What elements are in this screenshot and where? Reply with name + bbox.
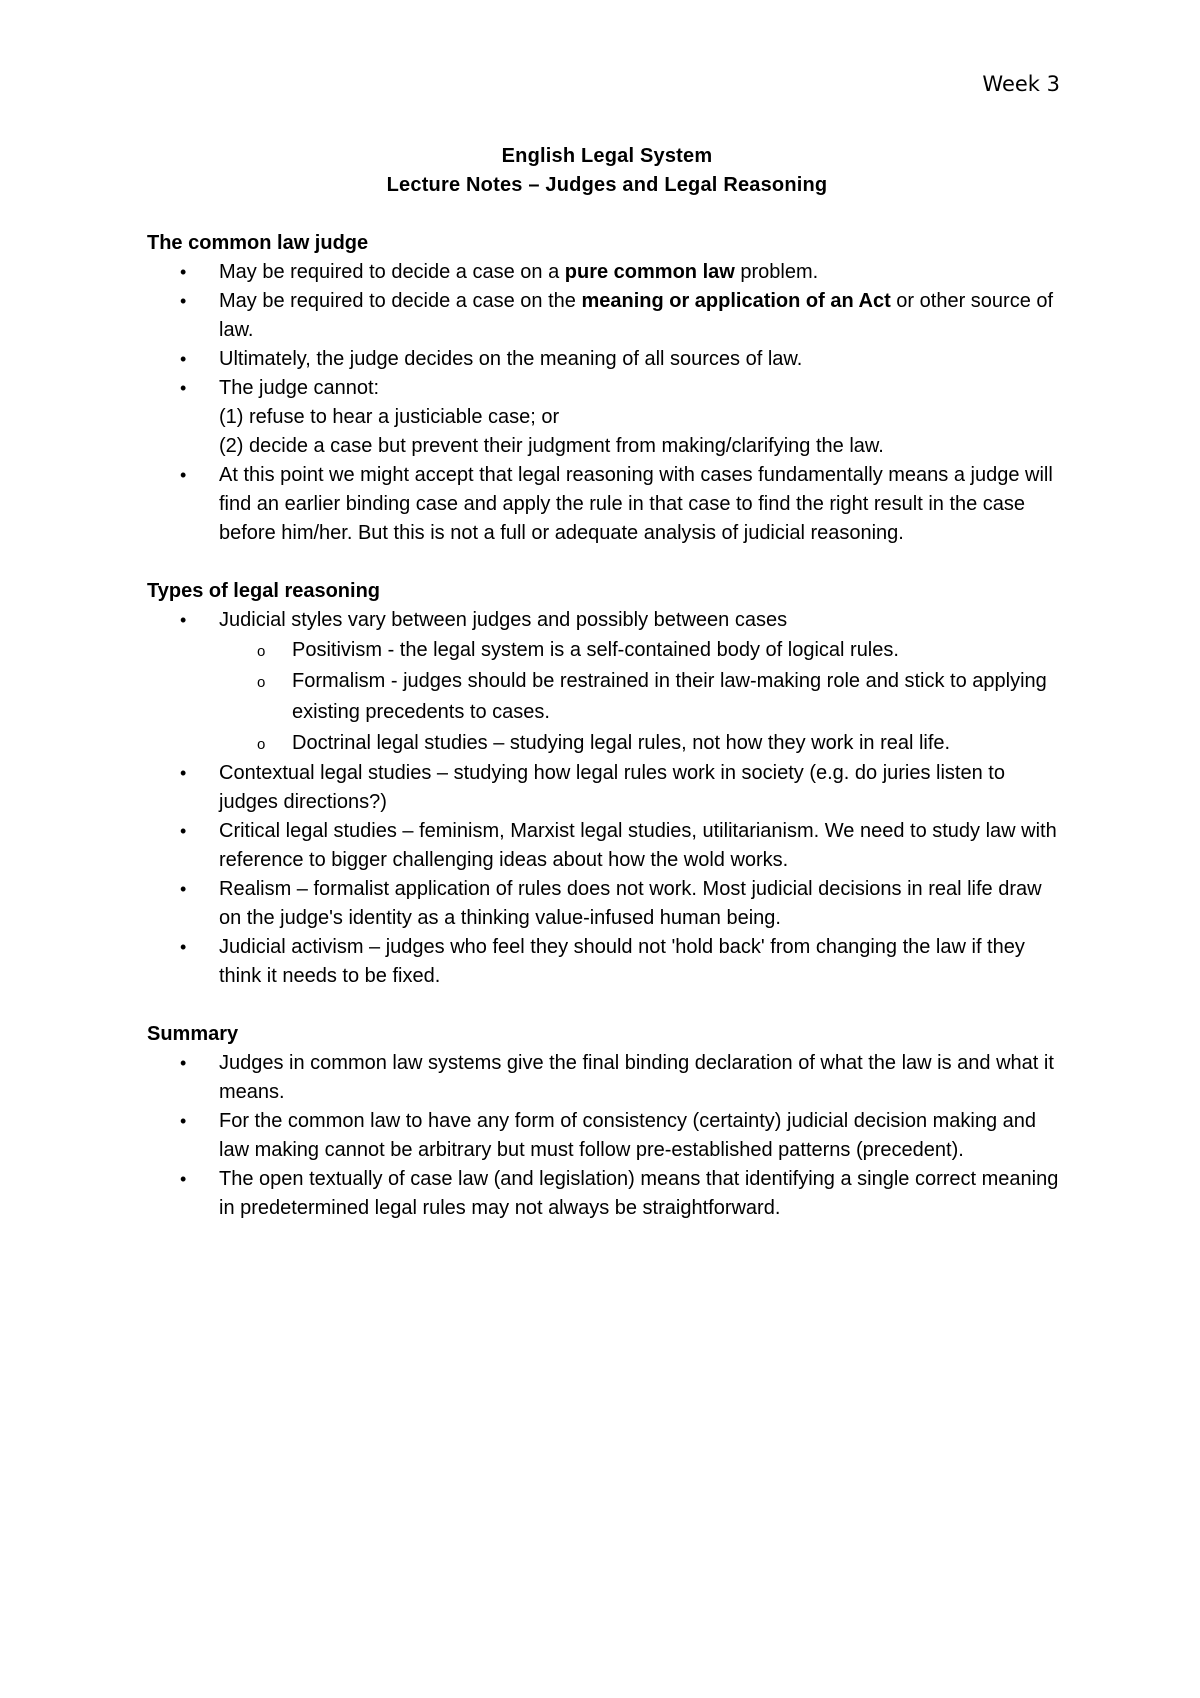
item-bold-text: pure common law — [564, 261, 735, 283]
document-title — [147, 142, 1067, 200]
list-item — [147, 287, 1067, 345]
item-text: (2) decide a case but prevent their judgment from making/clarifying the law. — [219, 435, 884, 457]
list-item — [147, 606, 1067, 759]
list-item — [147, 258, 1067, 287]
list-item — [147, 374, 1067, 461]
list-item: • Judges in common law systems give the final binding declaration of what the law is and what it means. — [147, 1049, 1067, 1107]
week-label: Week 3 — [982, 72, 1060, 96]
item-text: or other source of law. — [219, 290, 1054, 341]
title-line-1: English Legal System — [501, 145, 713, 167]
summary-list — [147, 1049, 1067, 1223]
item-text: May be required to decide a case on a — [219, 261, 565, 283]
sub-list-item: o Formalism - judges should be restrained in their law-making role and stick to applying existing precedents to cases. — [147, 666, 1067, 728]
list-item: • Critical legal studies – feminism, Marxist legal studies, utilitarianism. We need to study law with reference to bigger challenging ideas about how the wold works. — [147, 817, 1067, 875]
sub-list-item: o Positivism - the legal system is a self-contained body of logical rules. — [147, 635, 1067, 666]
item-text: Judicial styles vary between judges and possibly between cases — [219, 609, 788, 631]
item-text: problem. — [734, 261, 819, 283]
item-bold-text: meaning or application of an Act — [581, 290, 891, 312]
list-item: • Realism – formalist application of rules does not work. Most judicial decisions in real life draw on the judge's identity as a thinking value-infused human being. — [147, 875, 1067, 933]
section-heading-types: Types of legal reasoning — [147, 580, 381, 602]
document-body — [147, 142, 1067, 1223]
types-list — [147, 606, 1067, 991]
common-law-judge-list — [147, 258, 1067, 548]
list-item: • At this point we might accept that legal reasoning with cases fundamentally means a judge will find an earlier binding case and apply the rule in that case to find the right result in the case before him/her. But this is not a full or adequate analysis of judicial reasoning. — [147, 461, 1067, 548]
list-item: • Ultimately, the judge decides on the meaning of all sources of law. — [147, 345, 1067, 374]
item-text: • The judge cannot: — [219, 377, 380, 399]
section-heading-common-law-judge: The common law judge — [147, 232, 369, 254]
sub-list-item: o Doctrinal legal studies – studying legal rules, not how they work in real life. — [147, 728, 1067, 759]
item-text: May be required to decide a case on the — [219, 290, 582, 312]
list-item: • Contextual legal studies – studying how legal rules work in society (e.g. do juries listen to judges directions?) — [147, 759, 1067, 817]
section-heading-summary: Summary — [147, 1023, 239, 1045]
list-item: • For the common law to have any form of consistency (certainty) judicial decision making and law making cannot be arbitrary but must follow pre-established patterns (precedent). — [147, 1107, 1067, 1165]
sub-list — [219, 635, 1067, 759]
list-item: • Judicial activism – judges who feel they should not 'hold back' from changing the law if they think it needs to be fixed. — [147, 933, 1067, 991]
item-text: (1) refuse to hear a justiciable case; or — [219, 406, 560, 428]
title-line-2: Lecture Notes – Judges and Legal Reasoning — [386, 174, 828, 196]
list-item: • The open textually of case law (and legislation) means that identifying a single correct meaning in predetermined legal rules may not always be straightforward. — [147, 1165, 1067, 1223]
